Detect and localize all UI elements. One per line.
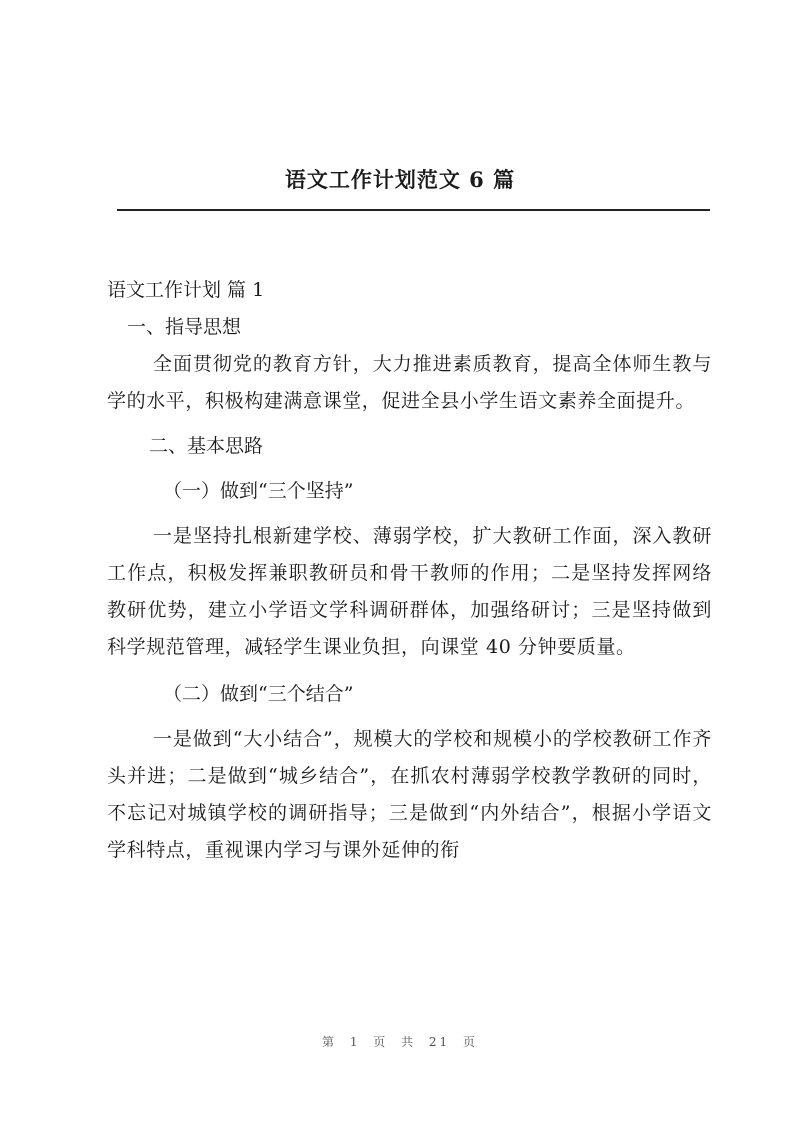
paragraph-three-persistences: 一是坚持扎根新建学校、薄弱学校，扩大教研工作面，深入教研工作点，积极发挥兼职教研员和骨干教师的作用；二是坚持发挥网络教研优势，建立小学语文学科调研群体，加强络研讨；三是坚持做到科学规范管理，减轻学生课业负担，向课堂 40 分钟要质量。 [107, 525, 712, 658]
document-title: 语文工作计划范文 6 篇 [284, 167, 516, 192]
title-divider [117, 209, 710, 211]
heading-basic-approach: 二、基本思路 [149, 435, 264, 457]
heading-guiding-ideology: 一、指导思想 [127, 316, 242, 338]
subheading-three-persistences: （一）做到“三个坚持” [163, 480, 354, 502]
section-heading: 语文工作计划 篇 1 [107, 279, 265, 301]
page-footer: 第 1 页 共 21 页 [322, 1035, 478, 1049]
subheading-three-combinations: （二）做到“三个结合” [163, 683, 354, 705]
paragraph-three-combinations: 一是做到“大小结合”，规模大的学校和规模小的学校教研工作齐头并进；二是做到“城乡结合”，在抓农村薄弱学校教学教研的同时，不忘记对城镇学校的调研指导；三是做到“内外结合”，根据小学语文学科特点，重视课内学习与课外延伸的衔 [107, 728, 712, 861]
document-body [107, 272, 712, 869]
paragraph-guiding-ideology: 全面贯彻党的教育方针，大力推进素质教育，提高全体师生教与学的水平，积极构建满意课堂，促进全县小学生语文素养全面提升。 [107, 353, 712, 412]
